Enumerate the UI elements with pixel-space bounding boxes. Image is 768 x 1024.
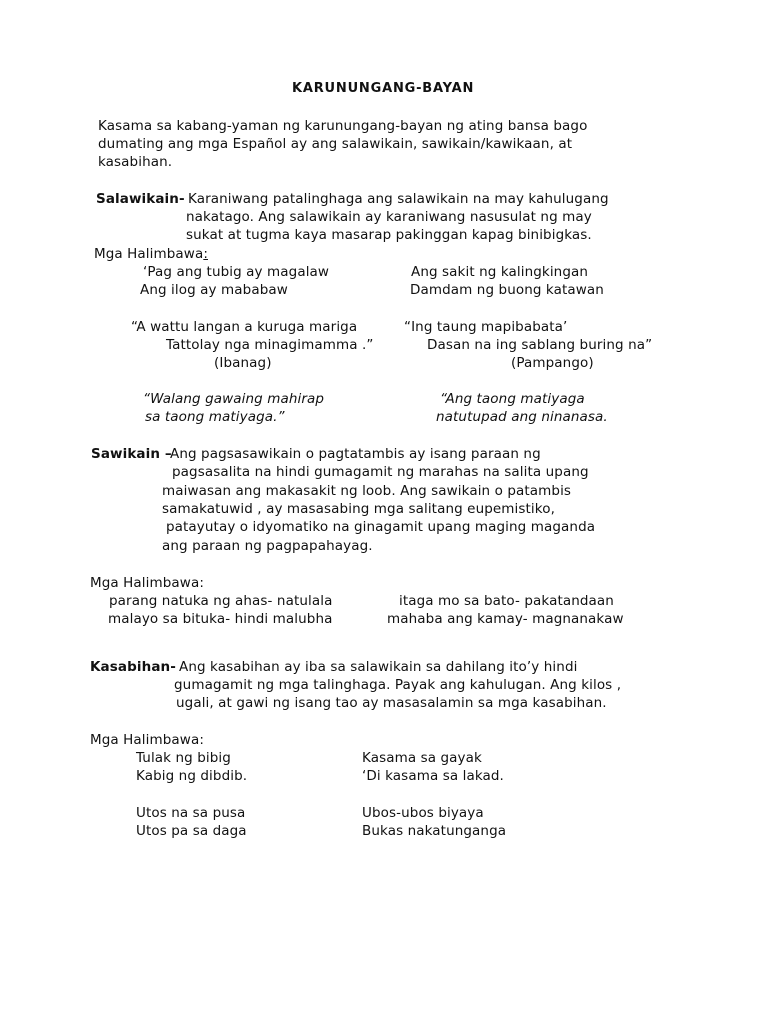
sawikain-definition-line: patayutay o idyomatiko na ginagamit upang maging maganda: [166, 519, 596, 535]
salawikain-example-line: “Ang taong matiyaga: [440, 391, 585, 407]
kasabihan-example-line: Kasama sa gayak: [362, 750, 482, 766]
intro-line: Kasama sa kabang-yaman ng karunungang-bayan ng ating bansa bago: [98, 118, 588, 134]
salawikain-term: Salawikain-: [96, 191, 185, 207]
kasabihan-example-line: Utos na sa pusa: [136, 805, 246, 821]
salawikain-definition-line: Karaniwang patalinghaga ang salawikain na may kahulugang: [188, 191, 609, 207]
sawikain-definition-line: maiwasan ang makasakit ng loob. Ang sawikain o patambis: [162, 483, 572, 499]
kasabihan-examples-label: Mga Halimbawa:: [90, 732, 204, 748]
sawikain-definition-line: samakatuwid , ay masasabing mga salitang eupemistiko,: [162, 501, 555, 517]
sawikain-example-line: parang natuka ng ahas- natulala: [109, 593, 333, 609]
sawikain-example-line: itaga mo sa bato- pakatandaan: [399, 593, 614, 609]
sawikain-example-line: malayo sa bituka- hindi malubha: [108, 611, 333, 627]
kasabihan-example-line: ‘Di kasama sa lakad.: [362, 768, 504, 784]
salawikain-examples-label: Mga Halimbawa:: [94, 246, 208, 262]
kasabihan-example-line: Utos pa sa daga: [136, 823, 247, 839]
salawikain-example-line: “Ing taung mapibabata’: [404, 319, 568, 335]
kasabihan-definition-line: gumagamit ng mga talinghaga. Payak ang kahulugan. Ang kilos ,: [174, 677, 622, 693]
salawikain-example-line: Dasan na ing sablang buring na”: [427, 337, 653, 353]
intro-line: dumating ang mga Español ay ang salawikain, sawikain/kawikaan, at: [98, 136, 573, 152]
salawikain-definition-line: sukat at tugma kaya masarap pakinggan kapag binibigkas.: [186, 227, 592, 243]
kasabihan-term: Kasabihan-: [90, 659, 176, 675]
document-title: KARUNUNGANG-BAYAN: [292, 81, 475, 96]
salawikain-example-line: ‘Pag ang tubig ay magalaw: [143, 264, 330, 280]
kasabihan-example-line: Bukas nakatunganga: [362, 823, 507, 839]
sawikain-definition-line: ang paraan ng pagpapahayag.: [162, 538, 373, 554]
salawikain-example-source: (Ibanag): [214, 355, 272, 371]
sawikain-definition-line: Ang pagsasawikain o pagtatambis ay isang paraan ng: [170, 446, 541, 462]
kasabihan-definition-line: Ang kasabihan ay iba sa salawikain sa dahilang ito’y hindi: [179, 659, 578, 675]
sawikain-examples-label: Mga Halimbawa:: [90, 575, 204, 591]
salawikain-definition-line: nakatago. Ang salawikain ay karaniwang nasusulat ng may: [186, 209, 592, 225]
kasabihan-definition-line: ugali, at gawi ng isang tao ay masasalamin sa mga kasabihan.: [176, 695, 607, 711]
salawikain-example-line: sa taong matiyaga.”: [145, 409, 285, 425]
salawikain-example-source: (Pampango): [511, 355, 594, 371]
kasabihan-example-line: Ubos-ubos biyaya: [362, 805, 484, 821]
intro-line: kasabihan.: [98, 154, 173, 170]
salawikain-example-line: “Walang gawaing mahirap: [143, 391, 325, 407]
salawikain-example-line: natutupad ang ninanasa.: [436, 409, 608, 425]
salawikain-example-line: Damdam ng buong katawan: [410, 282, 604, 298]
sawikain-example-line: mahaba ang kamay- magnanakaw: [387, 611, 624, 627]
kasabihan-example-line: Kabig ng dibdib.: [136, 768, 248, 784]
kasabihan-example-line: Tulak ng bibig: [136, 750, 231, 766]
sawikain-definition-line: pagsasalita na hindi gumagamit ng marahas na salita upang: [172, 464, 589, 480]
sawikain-term: Sawikain –: [91, 446, 172, 462]
salawikain-example-line: Tattolay nga minagimamma .”: [166, 337, 374, 353]
salawikain-example-line: Ang sakit ng kalingkingan: [411, 264, 589, 280]
salawikain-example-line: “A wattu langan a kuruga mariga: [131, 319, 358, 335]
salawikain-example-line: Ang ilog ay mababaw: [140, 282, 288, 298]
